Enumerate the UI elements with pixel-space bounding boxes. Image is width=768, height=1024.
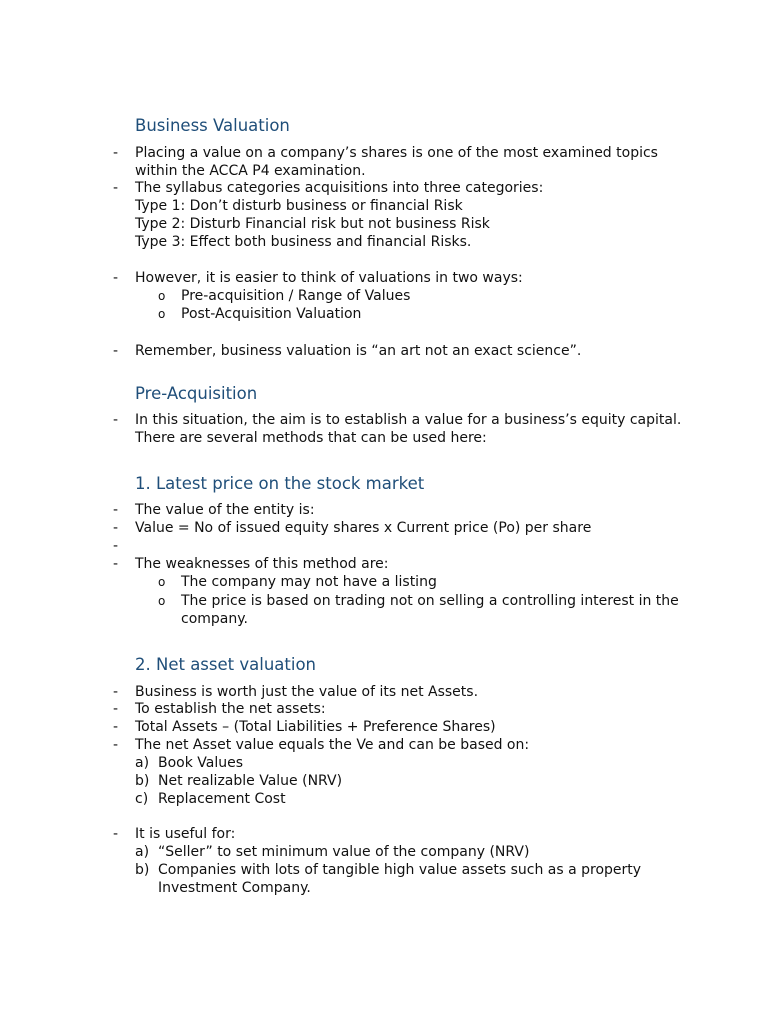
bullet-marker: o xyxy=(158,594,166,608)
bullet-marker: o xyxy=(158,289,166,303)
sub-list-item: o The company may not have a listing xyxy=(158,574,437,590)
dash-marker: - xyxy=(113,556,119,572)
dash-marker: - xyxy=(113,719,119,735)
dash-marker: - xyxy=(113,502,119,518)
dash-marker: - xyxy=(113,412,119,428)
dash-marker: - xyxy=(113,684,119,700)
type-line: Type 3: Effect both business and financial Risks. xyxy=(135,234,472,250)
list-item-continuation: There are several methods that can be used here: xyxy=(135,430,487,446)
letter-marker: a) xyxy=(135,755,150,771)
list-item: - In this situation, the aim is to establish a value for a business’s equity capital. xyxy=(113,412,682,428)
dash-marker: - xyxy=(113,826,119,842)
letter-marker: a) xyxy=(135,844,150,860)
dash-marker: - xyxy=(113,737,119,753)
sub-list-item: o The price is based on trading not on selling a controlling interest in the xyxy=(158,593,679,609)
list-item-empty xyxy=(0,537,768,555)
dash-marker: - xyxy=(113,538,119,554)
lettered-item: b) Net realizable Value (NRV) xyxy=(135,773,343,789)
dash-marker: - xyxy=(113,180,119,196)
list-item: - Total Assets – (Total Liabilities + Preference Shares) xyxy=(113,719,496,735)
lettered-item-continuation: Investment Company. xyxy=(158,880,311,896)
list-item: - Remember, business valuation is “an art not an exact science”. xyxy=(113,343,582,359)
bullet-marker: o xyxy=(158,307,166,321)
list-item: - However, it is easier to think of valuations in two ways: xyxy=(113,270,523,286)
heading-net-asset-valuation: 2. Net asset valuation xyxy=(135,655,317,674)
lettered-item: b) Companies with lots of tangible high value assets such as a property xyxy=(135,862,642,878)
bullet-marker: o xyxy=(158,575,166,589)
type-line: Type 1: Don’t disturb business or financial Risk xyxy=(135,198,463,214)
list-item: - The value of the entity is: xyxy=(113,502,315,518)
sub-list-item: o Pre-acquisition / Range of Values xyxy=(158,288,411,304)
lettered-item: a) “Seller” to set minimum value of the company (NRV) xyxy=(135,844,530,860)
letter-marker: b) xyxy=(135,862,150,878)
heading-pre-acquisition: Pre-Acquisition xyxy=(135,384,258,403)
list-item: - It is useful for: xyxy=(113,826,236,842)
type-line: Type 2: Disturb Financial risk but not business Risk xyxy=(135,216,490,232)
list-item: - The syllabus categories acquisitions into three categories: xyxy=(113,180,544,196)
letter-marker: b) xyxy=(135,773,150,789)
sub-list-item: o Post-Acquisition Valuation xyxy=(158,306,362,322)
list-item: - The weaknesses of this method are: xyxy=(113,556,389,572)
list-item: - Placing a value on a company’s shares is one of the most examined topics xyxy=(113,145,658,161)
list-item-continuation: within the ACCA P4 examination. xyxy=(135,163,366,179)
dash-marker: - xyxy=(113,270,119,286)
dash-marker: - xyxy=(113,520,119,536)
list-item: - Business is worth just the value of its net Assets. xyxy=(113,684,479,700)
list-item: - Value = No of issued equity shares x Current price (Po) per share xyxy=(113,520,592,536)
letter-marker: c) xyxy=(135,791,149,807)
sub-list-item-continuation: company. xyxy=(181,611,248,627)
lettered-item: c) Replacement Cost xyxy=(135,791,286,807)
dash-marker: - xyxy=(113,343,119,359)
list-item: - The net Asset value equals the Ve and can be based on: xyxy=(113,737,530,753)
lettered-item: a) Book Values xyxy=(135,755,244,771)
list-item: - To establish the net assets: xyxy=(113,701,326,717)
heading-business-valuation: Business Valuation xyxy=(135,116,290,135)
heading-latest-price: 1. Latest price on the stock market xyxy=(135,474,425,493)
dash-marker: - xyxy=(113,145,119,161)
dash-marker: - xyxy=(113,701,119,717)
